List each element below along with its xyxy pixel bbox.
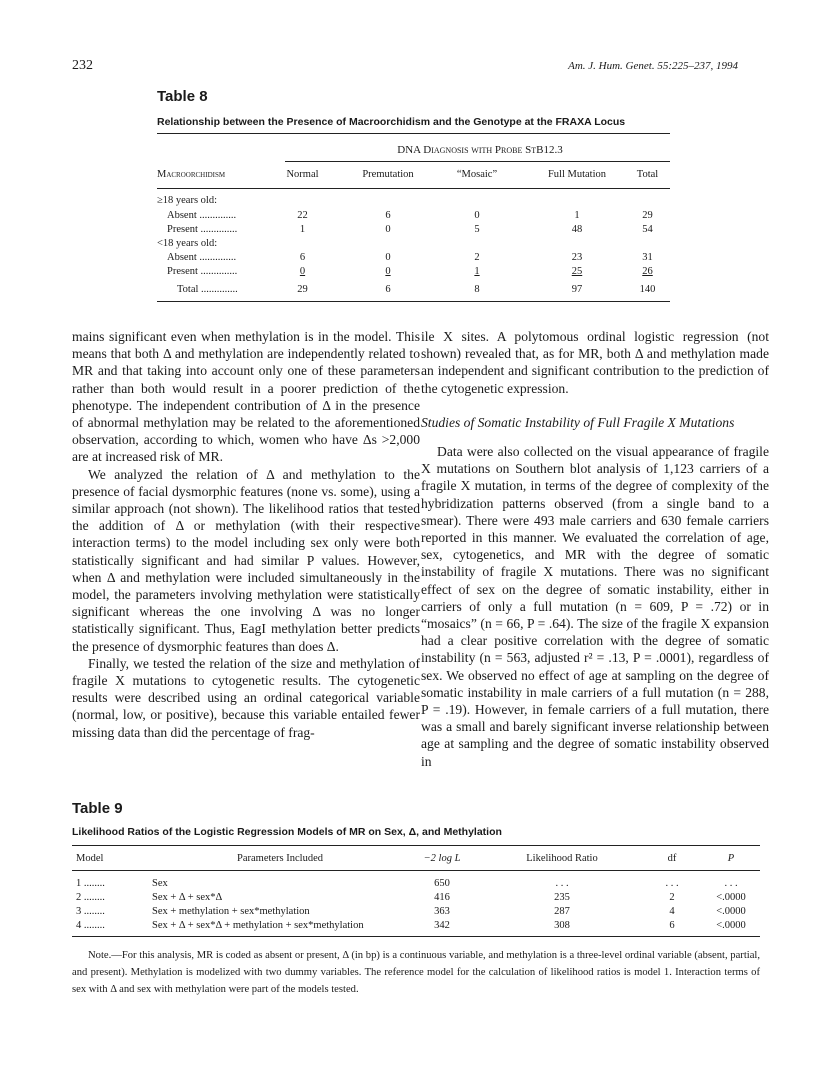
table-row [72, 891, 760, 905]
table-cell: 31 [642, 252, 653, 263]
table-9-col-header: −2 log L [423, 853, 461, 864]
table-cell: 0 [385, 252, 391, 263]
table-8-label: Table 8 [157, 88, 208, 105]
table-total-row [157, 283, 670, 297]
table-cell: 363 [434, 906, 450, 917]
table-cell: 6 [385, 284, 391, 295]
table-8-group-rule [285, 161, 670, 162]
table-cell: 6 [669, 920, 675, 931]
table-row [157, 209, 670, 223]
table-cell: 1 ........ [76, 878, 105, 889]
table-8-col-header: Macroorchidism [157, 169, 226, 180]
table-cell: 140 [639, 284, 656, 295]
table-9-col-header: df [667, 853, 677, 864]
table-cell: 54 [642, 224, 653, 235]
page-number: 232 [72, 58, 93, 73]
table-cell: 0 [474, 210, 480, 221]
table-cell: 29 [297, 284, 308, 295]
table-cell: 2 [669, 892, 675, 903]
table-cell: <.0000 [716, 892, 746, 903]
table-cell: 0 [299, 266, 306, 277]
table-cell: . . . [724, 878, 738, 889]
table-cell: . . . [665, 878, 679, 889]
table-row [157, 223, 670, 237]
table-cell: 48 [571, 224, 583, 235]
table-cell: 1 [474, 266, 480, 277]
table-9-label: Table 9 [72, 800, 123, 817]
table-cell: 25 [571, 266, 583, 277]
table-cell: 2 ........ [76, 892, 105, 903]
paragraph: ile X sites. A polytomous ordinal logistic regression (not shown) revealed that, as for MR, both Δ and methylation made an independent and significant contribution to the prediction of the cytogenetic expression. [421, 329, 769, 396]
table-9-note: Note.—For this analysis, MR is coded as absent or present, Δ (in bp) is a continuous variable, and methylation is a three-level ordinal variable (absent, partial, and present). Methylation is modelized with two dummy variables. The reference model for the calculation of likelihood ratios is model 1. Interaction terms of sex with Δ and sex with methylation were part of the models tested. [72, 950, 760, 995]
table-row [157, 237, 670, 251]
table-8-col-header: Premutation [362, 169, 414, 180]
table-cell: Sex [152, 878, 168, 889]
table-cell: 308 [554, 920, 570, 931]
table-8-header-row [157, 168, 670, 182]
table-cell: 3 ........ [76, 906, 105, 917]
table-cell: 0 [385, 266, 391, 277]
table-8-caption: Relationship between the Presence of Macroorchidism and the Genotype at the FRAXA Locus [157, 116, 626, 128]
table-9-caption: Likelihood Ratios of the Logistic Regression Models of MR on Sex, Δ, and Methylation [72, 826, 502, 838]
table-cell: 6 [385, 210, 391, 221]
table-cell: 22 [297, 210, 308, 221]
table-cell: 650 [434, 878, 450, 889]
table-9-header-rule [72, 870, 760, 871]
table-cell: 97 [571, 284, 583, 295]
table-cell: 26 [642, 266, 653, 277]
table-row [72, 905, 760, 919]
table-cell: Sex + Δ + sex*Δ + methylation + sex*methylation [152, 920, 364, 931]
table-cell: 235 [554, 892, 570, 903]
row-label: Present .............. [167, 224, 238, 235]
row-label: <18 years old: [157, 238, 218, 249]
table-cell: 287 [554, 906, 570, 917]
table-8-col-header: Normal [286, 169, 319, 180]
table-row [157, 251, 670, 265]
table-cell: 416 [434, 892, 450, 903]
table-8-col-header: Full Mutation [547, 169, 607, 180]
table-cell: Sex + methylation + sex*methylation [152, 906, 310, 917]
table-8-header-rule [157, 188, 670, 189]
paragraph: Data were also collected on the visual appearance of fragile X mutations on Southern blot analysis of 1,123 carriers of a fragile X mutation, in terms of the degree of complexity of the hybridization patterns observed (from a single band to a smear). There were 493 male carriers and 630 female carriers reported in this manner. We evaluated the correlation of age, sex, cytogenetics, and MR with the degree of somatic instability of fragile X mutations. There was no significant effect of sex on the degree of somatic instability, either in carriers of only a full mutation (n = 609, P = .72) or in “mosaics” (n = 66, P = .64). The size of the fragile X expansion had a clear positive correlation with the degree of somatic instability (n = 563, adjusted r² = .13, P = .0001), regardless of sex. We observed no effect of age at sampling on the degree of somatic instability in male carriers of a full mutation (n = 288, P = .19). However, in female carriers of a full mutation, there was a small and barely significant inverse relationship between age at sampling and the degree of somatic instability observed in [421, 444, 769, 769]
table-8-group-header: DNA Diagnosis with Probe StB12.3 [397, 144, 563, 156]
table-cell: <.0000 [716, 906, 746, 917]
table-cell: <.0000 [716, 920, 746, 931]
table-cell: 2 [474, 252, 480, 263]
table-row [157, 265, 670, 279]
table-cell: 23 [571, 252, 583, 263]
table-cell: 1 [299, 224, 306, 235]
row-label: Present .............. [167, 266, 238, 277]
journal-citation: Am. J. Hum. Genet. 55:225–237, 1994 [568, 60, 738, 72]
table-9-col-header: Parameters Included [237, 853, 324, 864]
body-column-left [72, 328, 420, 741]
table-cell: 4 ........ [76, 920, 105, 931]
table-cell: 0 [385, 224, 391, 235]
table-8-col-header: Total [636, 169, 659, 180]
table-8-bottom-rule [157, 301, 670, 302]
paragraph: mains significant even when methylation is in the model. This means that both Δ and methylation are independently related to MR and that taking into account only one of these parameters rather than both would result in a poorer prediction of the phenotype. The independent contribution of Δ in the presence of abnormal methylation may be related to the aforementioned observation, according to which, women who have Δs >2,000 are at increased risk of MR. [72, 329, 420, 465]
body-column-right [421, 328, 769, 770]
table-cell: 4 [669, 906, 675, 917]
table-cell: 8 [474, 284, 480, 295]
table-cell: 6 [299, 252, 306, 263]
table-9-col-header: P [727, 853, 735, 864]
table-cell: 29 [642, 210, 653, 221]
table-8-top-rule [157, 133, 670, 134]
row-label: Absent .............. [167, 210, 237, 221]
table-8-col-header: “Mosaic” [456, 169, 498, 180]
table-row [72, 877, 760, 891]
table-9-top-rule [72, 845, 760, 846]
table-row [72, 919, 760, 933]
row-label: ≥18 years old: [157, 195, 218, 206]
table-9-col-header: Model [76, 853, 104, 864]
table-9-bottom-rule [72, 936, 760, 937]
table-cell: 1 [574, 210, 580, 221]
table-row [157, 194, 670, 208]
table-cell: Sex + Δ + sex*Δ [152, 892, 223, 903]
section-heading: Studies of Somatic Instability of Full Fragile X Mutations [421, 414, 735, 430]
paragraph: We analyzed the relation of Δ and methylation to the presence of facial dysmorphic features (none vs. some), using a similar approach (not shown). The likelihood ratios that tested the addition of Δ or methylation (with their respective interaction terms) to the model including sex only were both statistically significant and had similar P values. However, when Δ and methylation were included simultaneously in the model, the parameters involving methylation were statistically significant whereas the one involving Δ was no longer statistically significant. Thus, EagI methylation better predicts the presence of dysmorphic features than does Δ. [72, 466, 420, 654]
row-label: Absent .............. [167, 252, 237, 263]
paragraph: Finally, we tested the relation of the size and methylation of fragile X mutations to cytogenetic results. The cytogenetic results were described using an ordinal categorical variable (normal, low, or positive), because this variable entailed fewer missing data than did the percentage of frag- [72, 655, 420, 740]
table-9-col-header: Likelihood Ratio [526, 853, 598, 864]
table-cell: . . . [555, 878, 569, 889]
table-cell: 5 [474, 224, 480, 235]
row-label: Total .............. [177, 284, 238, 295]
table-9-header-row [72, 852, 760, 866]
table-cell: 342 [434, 920, 450, 931]
